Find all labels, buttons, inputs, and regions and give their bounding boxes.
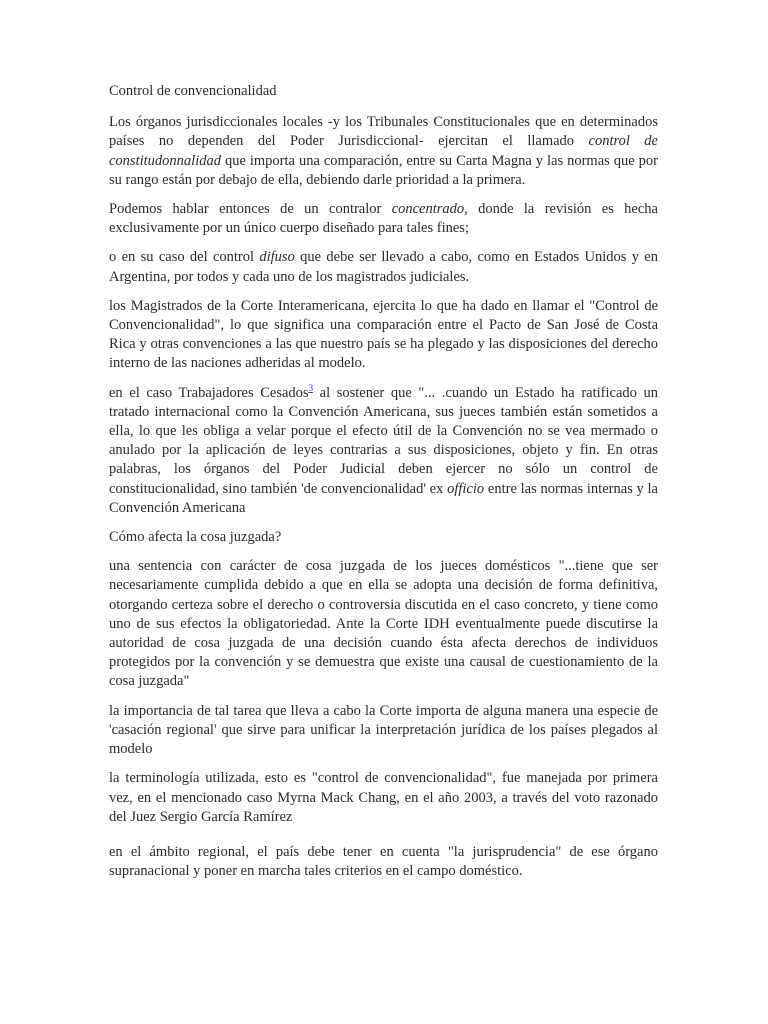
paragraph-2 [109,200,658,238]
paragraph-10: en el ámbito regional, el país debe tener en cuenta "la jurisprudencia" de ese órgano supranacional y poner en marcha tales criterios en el campo doméstico. [109,843,658,880]
paragraph-5-text-b: al sostener que "... .cuando un Estado ha ratificado un tratado internacional como la Convención Americana, sus jueces también están sometidos a ella, lo que les obliga a velar porque el efecto útil de la Convención no se vea mermado o anulado por la aplicación de leyes contrarias a sus disposiciones, objeto y fin. En otras palabras, los órganos del Poder Judicial deben ejercer no sólo un control de constitucionalidad, sino también 'de convencionalidad' ex [109,384,658,497]
paragraph-4: los Magistrados de la Corte Interamericana, ejercita lo que ha dado en llamar el "Control de Convencionalidad", lo que significa una comparación entre el Pacto de San José de Costa Rica y otras convenciones a las que nuestro país se ha plegado y las disposiciones del derecho interno de las naciones adheridas al modelo. [109,297,658,372]
paragraph-5 [109,384,658,518]
paragraph-3 [109,248,658,286]
paragraph-6-question: Cómo afecta la cosa juzgada? [109,529,282,546]
paragraph-3-text-b: que debe ser llevado a cabo, como en Estados Unidos y en Argentina, por todos y cada uno de los magistrados judiciales. [109,249,658,285]
paragraph-3-emphasis: difuso [259,249,295,266]
paragraph-5-text-a: en el caso Trabajadores Cesados [109,384,309,401]
paragraph-1-text-b: que importa una comparación, entre su Carta Magna y las normas que por su rango están por debajo de ella, debiendo darle prioridad a la primera. [109,152,658,188]
paragraph-8: la importancia de tal tarea que lleva a cabo la Corte importa de alguna manera una especie de 'casación regional' que sirve para unificar la interpretación jurídica de los países plegados al modelo [109,702,658,758]
paragraph-1 [109,113,658,190]
paragraph-9: la terminología utilizada, esto es "control de convencionalidad", fue manejada por primera vez, en el mencionado caso Myrna Mack Chang, en el año 2003, a través del voto razonado del Juez Sergio García Ramírez [109,770,658,825]
paragraph-5-text-c: entre las normas internas y la Convención Americana [109,480,658,516]
paragraph-1-text-a: Los órganos jurisdiccionales locales -y los Tribunales Constitucionales que en determinados países no dependen del Poder Jurisdiccional- ejercitan el llamado [109,114,658,150]
paragraph-2-text-a: Podemos hablar entonces de un contralor [109,201,392,218]
document-title: Control de convencionalidad [109,83,277,99]
paragraph-5-emphasis: officio [447,480,485,497]
paragraph-2-text-b: donde la revisión es hecha exclusivamente por un único cuerpo diseñado para tales fines; [109,201,658,237]
paragraph-2-emphasis: concentrado, [391,201,468,218]
document-page [109,82,658,891]
footnote-reference-link[interactable]: 3 [308,382,314,393]
paragraph-1-emphasis: control de constitudonnalidad [109,133,658,169]
paragraph-3-text-a: o en su caso del control [109,249,260,266]
paragraph-7: una sentencia con carácter de cosa juzgada de los jueces domésticos "...tiene que ser necesariamente cumplida debido a que en ella se adopta una decisión de forma definitiva, otorgando certeza sobre el derecho o controversia discutida en el caso concreto, y tiene como uno de sus efectos la obligatoriedad. Ante la Corte IDH eventualmente puede discutirse la autoridad de cosa juzgada de una decisión cuando ésta afecta derechos de individuos protegidos por la convención y se demuestra que existe una causal de cuestionamiento de la cosa juzgada" [109,558,658,690]
